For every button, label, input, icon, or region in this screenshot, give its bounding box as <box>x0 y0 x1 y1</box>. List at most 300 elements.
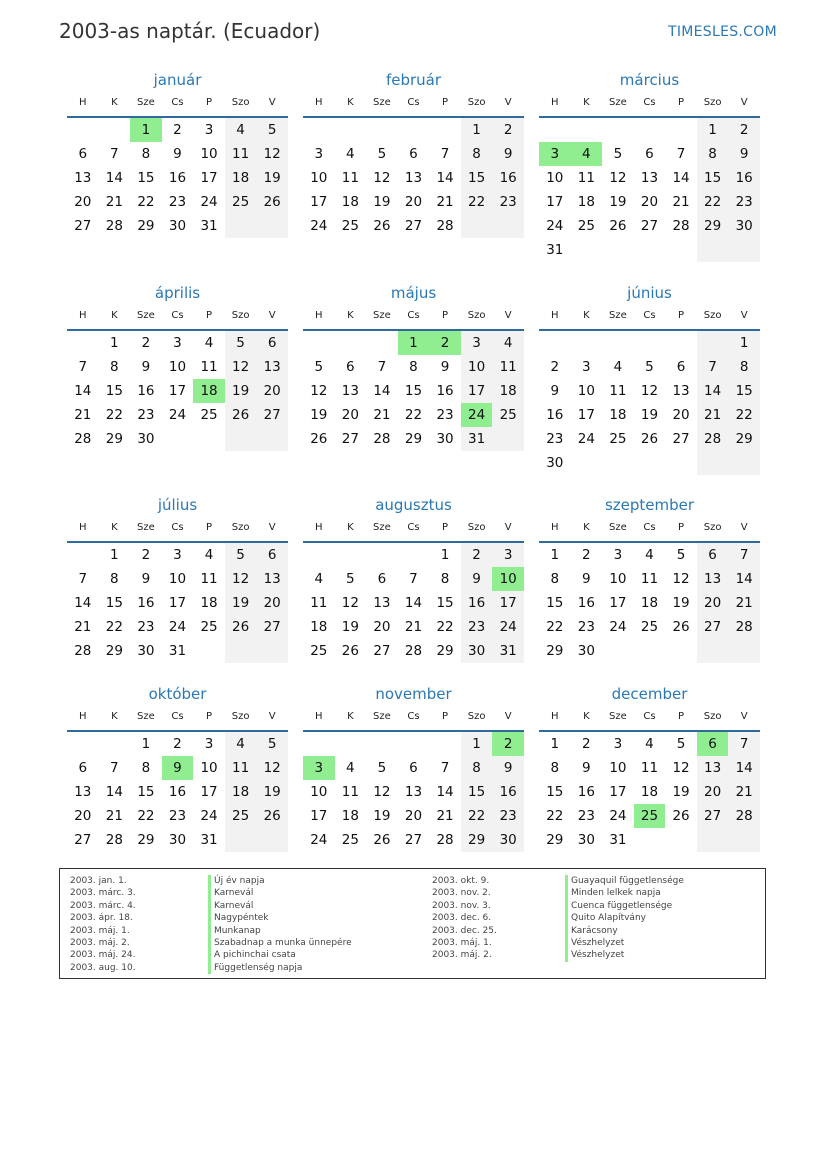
day-cell: 3 <box>314 146 324 162</box>
empty-cell <box>366 118 398 142</box>
day-cell: 27 <box>697 804 729 828</box>
day-cell: 22 <box>137 808 155 824</box>
day-cell: 19 <box>310 407 328 423</box>
empty-cell <box>602 639 634 663</box>
day-cell: 22 <box>546 619 564 635</box>
weekday-label: H <box>551 310 559 321</box>
day-cell: 28 <box>404 643 423 659</box>
day-cell: 1 <box>141 736 151 752</box>
weekday-header <box>303 521 524 543</box>
weekday-label: K <box>111 711 118 722</box>
weekday-label: V <box>740 97 748 108</box>
day-cell: 20 <box>697 780 729 804</box>
weekday-label: K <box>583 522 590 533</box>
day-cell: 9 <box>492 756 524 780</box>
empty-cell <box>571 118 603 142</box>
day-cell: 17 <box>492 591 524 615</box>
day-cell: 15 <box>461 166 493 190</box>
day-cell: 31 <box>609 832 627 848</box>
day-cell: 15 <box>137 784 155 800</box>
day-cell: 4 <box>225 118 257 142</box>
legend-holiday-name: Karnevál <box>208 900 352 912</box>
legend-holiday-name: A pichinchai csata <box>208 949 352 961</box>
weekday-label: H <box>315 711 323 722</box>
day-cell: 4 <box>346 760 355 776</box>
empty-cell <box>398 732 430 756</box>
day-cell: 13 <box>404 170 423 186</box>
empty-cell <box>335 543 367 567</box>
weekday-label: K <box>347 310 354 321</box>
day-cell: 25 <box>577 218 595 234</box>
day-cell: 18 <box>577 194 595 210</box>
day-cell: 9 <box>461 567 493 591</box>
legend-dates-right <box>432 875 497 962</box>
day-cell: 7 <box>728 543 760 567</box>
day-cell: 29 <box>105 431 123 447</box>
day-cell: 24 <box>168 407 187 423</box>
day-cell: 21 <box>105 194 123 210</box>
day-cell: 19 <box>256 166 288 190</box>
empty-cell <box>539 331 571 355</box>
day-cell: 9 <box>162 756 194 780</box>
legend-names-left <box>208 875 352 974</box>
day-cell: 18 <box>310 619 328 635</box>
day-cell: 28 <box>105 832 123 848</box>
weekday-label: V <box>268 711 276 722</box>
day-cell: 14 <box>728 756 760 780</box>
day-cell: 31 <box>200 218 218 234</box>
day-cell: 14 <box>672 170 690 186</box>
day-cell: 10 <box>200 760 218 776</box>
day-cell: 14 <box>404 595 423 611</box>
weekday-label: H <box>315 522 323 533</box>
day-cell: 13 <box>640 170 659 186</box>
day-cell: 28 <box>373 431 391 447</box>
empty-cell <box>634 828 666 852</box>
empty-cell <box>429 118 461 142</box>
day-cell: 27 <box>373 643 391 659</box>
weekday-label: P <box>206 522 213 533</box>
day-grid <box>539 331 760 475</box>
day-cell: 15 <box>404 383 423 399</box>
day-cell: 25 <box>200 407 218 423</box>
weekday-label: V <box>504 97 512 108</box>
weekday-label: Sze <box>373 522 391 533</box>
day-cell: 13 <box>404 784 423 800</box>
day-cell: 5 <box>613 146 623 162</box>
day-cell: 2 <box>173 736 182 752</box>
weekday-header <box>539 710 760 732</box>
day-cell: 18 <box>492 379 524 403</box>
weekday-label: V <box>504 522 512 533</box>
weekday-label: H <box>79 310 87 321</box>
day-cell: 5 <box>256 732 288 756</box>
empty-cell <box>571 238 603 262</box>
day-cell: 12 <box>672 760 690 776</box>
day-cell: 30 <box>137 643 155 659</box>
empty-cell <box>665 118 697 142</box>
empty-cell <box>335 732 367 756</box>
weekday-label: Sze <box>609 711 627 722</box>
brand-link[interactable]: TIMESLES.COM <box>668 24 777 40</box>
day-cell: 21 <box>404 619 423 635</box>
day-cell: 6 <box>377 571 387 587</box>
day-cell: 19 <box>672 595 690 611</box>
day-cell: 13 <box>256 567 288 591</box>
day-cell: 20 <box>74 194 92 210</box>
day-cell: 29 <box>404 431 423 447</box>
empty-cell <box>67 543 99 567</box>
day-cell: 8 <box>461 756 493 780</box>
empty-cell <box>697 331 729 355</box>
day-cell: 7 <box>110 146 119 162</box>
day-cell: 15 <box>105 595 123 611</box>
weekday-label: Sze <box>609 522 627 533</box>
day-cell: 6 <box>78 760 88 776</box>
day-cell: 9 <box>492 142 524 166</box>
day-cell: 9 <box>173 146 182 162</box>
day-cell: 2 <box>173 122 182 138</box>
weekday-label: V <box>504 711 512 722</box>
day-cell: 14 <box>373 383 391 399</box>
empty-cell <box>429 732 461 756</box>
day-cell: 25 <box>225 804 257 828</box>
weekday-label: Szo <box>467 522 486 533</box>
empty-cell <box>256 639 288 663</box>
day-cell: 4 <box>346 146 355 162</box>
day-cell: 21 <box>436 808 454 824</box>
legend-holiday-name: Karnevál <box>208 887 352 899</box>
weekday-label: Szo <box>703 310 722 321</box>
day-cell: 17 <box>577 407 595 423</box>
weekday-label: P <box>442 310 449 321</box>
day-cell: 12 <box>256 142 288 166</box>
day-cell: 21 <box>74 619 92 635</box>
day-cell: 6 <box>409 760 418 776</box>
day-cell: 22 <box>105 407 123 423</box>
weekday-label: Sze <box>137 97 155 108</box>
weekday-label: Cs <box>643 310 656 321</box>
legend-date: 2003. máj. 2. <box>70 937 130 948</box>
day-cell: 20 <box>404 808 423 824</box>
day-cell: 12 <box>341 595 359 611</box>
day-cell: 8 <box>461 142 493 166</box>
empty-cell <box>697 451 729 475</box>
legend-date: 2003. nov. 2. <box>432 888 491 899</box>
day-cell: 20 <box>373 619 391 635</box>
legend-holiday-name: Függetlenség napja <box>208 962 352 974</box>
day-cell: 24 <box>577 431 595 447</box>
day-grid <box>303 732 524 852</box>
legend-holiday-name: Szabadnap a munka ünnepére <box>208 937 352 949</box>
weekday-label: Sze <box>609 310 627 321</box>
weekday-label: Szo <box>467 97 486 108</box>
day-cell: 26 <box>672 808 690 824</box>
day-cell: 25 <box>609 431 627 447</box>
day-cell: 29 <box>546 832 564 848</box>
weekday-label: K <box>347 97 354 108</box>
weekday-label: K <box>583 97 590 108</box>
weekday-label: Sze <box>373 97 391 108</box>
day-cell: 3 <box>582 359 591 375</box>
weekday-label: Sze <box>137 522 155 533</box>
empty-cell <box>162 427 194 451</box>
legend-holiday-name: Minden lelkek napja <box>565 887 684 899</box>
day-cell: 14 <box>74 595 92 611</box>
month-name: április <box>154 284 201 302</box>
day-cell: 16 <box>168 784 187 800</box>
day-cell: 31 <box>492 639 524 663</box>
day-cell: 19 <box>256 780 288 804</box>
day-cell: 5 <box>645 359 654 375</box>
day-cell: 30 <box>577 832 595 848</box>
day-cell: 11 <box>609 383 627 399</box>
day-cell: 17 <box>200 170 218 186</box>
day-cell: 11 <box>577 170 595 186</box>
day-cell: 4 <box>225 732 257 756</box>
day-cell: 18 <box>193 379 225 403</box>
holiday-legend <box>59 868 766 979</box>
day-cell: 24 <box>546 218 564 234</box>
day-cell: 13 <box>256 355 288 379</box>
day-cell: 14 <box>436 170 454 186</box>
weekday-header <box>67 521 288 543</box>
legend-date: 2003. nov. 3. <box>432 900 491 911</box>
day-cell: 17 <box>168 383 187 399</box>
day-cell: 16 <box>436 383 454 399</box>
day-cell: 22 <box>404 407 423 423</box>
day-cell: 2 <box>141 335 151 351</box>
day-cell: 27 <box>404 218 423 234</box>
day-cell: 30 <box>728 214 760 238</box>
weekday-label: Szo <box>231 97 250 108</box>
day-cell: 22 <box>697 190 729 214</box>
day-cell: 21 <box>373 407 391 423</box>
day-cell: 29 <box>105 643 123 659</box>
day-cell: 15 <box>137 170 155 186</box>
day-cell: 6 <box>256 331 288 355</box>
legend-holiday-name: Munkanap <box>208 925 352 937</box>
weekday-label: Szo <box>703 711 722 722</box>
empty-cell <box>571 331 603 355</box>
day-cell: 18 <box>200 595 218 611</box>
empty-cell <box>697 238 729 262</box>
day-cell: 5 <box>676 736 686 752</box>
day-cell: 6 <box>697 543 729 567</box>
day-cell: 1 <box>728 331 760 355</box>
day-cell: 2 <box>728 118 760 142</box>
day-cell: 5 <box>377 146 387 162</box>
empty-cell <box>99 118 131 142</box>
weekday-label: Sze <box>373 711 391 722</box>
empty-cell <box>634 331 666 355</box>
weekday-header <box>303 96 524 118</box>
day-cell: 8 <box>550 571 560 587</box>
weekday-label: H <box>551 711 559 722</box>
day-cell: 7 <box>110 760 119 776</box>
day-cell: 5 <box>676 547 686 563</box>
weekday-header <box>67 710 288 732</box>
day-cell: 21 <box>105 808 123 824</box>
day-cell: 17 <box>310 808 328 824</box>
day-cell: 10 <box>200 146 218 162</box>
day-cell: 11 <box>341 170 359 186</box>
day-cell: 10 <box>461 355 493 379</box>
empty-cell <box>728 639 760 663</box>
day-cell: 6 <box>409 146 418 162</box>
day-cell: 23 <box>492 804 524 828</box>
day-cell: 23 <box>546 431 564 447</box>
weekday-label: Szo <box>467 711 486 722</box>
weekday-label: Szo <box>231 522 250 533</box>
day-cell: 6 <box>697 732 729 756</box>
weekday-label: P <box>442 711 449 722</box>
day-cell: 2 <box>582 736 591 752</box>
month-name: június <box>627 284 672 302</box>
legend-names-right <box>565 875 684 962</box>
day-cell: 18 <box>341 808 359 824</box>
day-cell: 7 <box>440 760 450 776</box>
empty-cell <box>303 331 335 355</box>
weekday-label: Szo <box>703 97 722 108</box>
day-cell: 8 <box>440 571 450 587</box>
day-cell: 5 <box>346 571 355 587</box>
day-cell: 1 <box>398 331 430 355</box>
month-name: január <box>153 71 202 89</box>
empty-cell <box>335 118 367 142</box>
day-cell: 16 <box>168 170 187 186</box>
weekday-label: Cs <box>171 310 184 321</box>
legend-holiday-name: Nagypéntek <box>208 912 352 924</box>
weekday-label: P <box>678 711 685 722</box>
day-cell: 20 <box>640 194 659 210</box>
day-cell: 12 <box>256 756 288 780</box>
day-cell: 26 <box>373 832 391 848</box>
weekday-label: Cs <box>407 97 420 108</box>
day-cell: 9 <box>728 142 760 166</box>
day-cell: 1 <box>697 118 729 142</box>
day-cell: 15 <box>697 166 729 190</box>
day-cell: 16 <box>577 784 595 800</box>
day-cell: 1 <box>461 118 493 142</box>
day-cell: 27 <box>341 431 359 447</box>
day-cell: 27 <box>74 832 92 848</box>
weekday-label: Cs <box>643 711 656 722</box>
empty-cell <box>193 427 225 451</box>
month-2 <box>539 70 760 262</box>
weekday-header <box>303 710 524 732</box>
day-cell: 17 <box>461 379 493 403</box>
day-cell: 10 <box>310 784 328 800</box>
day-cell: 12 <box>310 383 328 399</box>
empty-cell <box>665 828 697 852</box>
day-cell: 19 <box>672 784 690 800</box>
weekday-label: Cs <box>171 711 184 722</box>
weekday-label: Cs <box>407 711 420 722</box>
empty-cell <box>665 238 697 262</box>
legend-date: 2003. máj. 1. <box>70 925 130 936</box>
empty-cell <box>225 427 257 451</box>
month-name: szeptember <box>604 496 695 514</box>
day-cell: 11 <box>640 571 659 587</box>
day-cell: 4 <box>645 547 654 563</box>
empty-cell <box>99 732 131 756</box>
month-name: július <box>157 496 198 514</box>
day-cell: 23 <box>728 190 760 214</box>
day-cell: 26 <box>672 619 690 635</box>
day-cell: 26 <box>640 431 659 447</box>
day-cell: 14 <box>728 567 760 591</box>
day-cell: 11 <box>341 784 359 800</box>
day-cell: 14 <box>105 170 123 186</box>
legend-date: 2003. márc. 3. <box>70 888 136 899</box>
empty-cell <box>602 238 634 262</box>
day-cell: 26 <box>609 218 627 234</box>
day-cell: 17 <box>200 784 218 800</box>
day-cell: 7 <box>78 571 88 587</box>
day-cell: 30 <box>168 218 187 234</box>
day-cell: 29 <box>697 214 729 238</box>
day-cell: 13 <box>697 567 729 591</box>
day-cell: 18 <box>341 194 359 210</box>
day-cell: 29 <box>137 218 155 234</box>
day-cell: 7 <box>697 355 729 379</box>
empty-cell <box>225 639 257 663</box>
day-cell: 10 <box>609 760 627 776</box>
day-cell: 18 <box>640 784 659 800</box>
weekday-label: K <box>583 310 590 321</box>
day-cell: 3 <box>539 142 571 166</box>
day-cell: 10 <box>577 383 595 399</box>
day-cell: 8 <box>728 355 760 379</box>
weekday-label: P <box>206 310 213 321</box>
day-cell: 31 <box>461 427 493 451</box>
day-cell: 23 <box>137 407 155 423</box>
day-cell: 3 <box>613 736 623 752</box>
day-grid <box>303 543 524 663</box>
weekday-label: P <box>678 310 685 321</box>
day-cell: 9 <box>141 571 151 587</box>
day-cell: 22 <box>728 403 760 427</box>
legend-holiday-name: Quito Alapítvány <box>565 912 684 924</box>
empty-cell <box>602 331 634 355</box>
weekday-label: K <box>111 310 118 321</box>
day-cell: 3 <box>173 547 182 563</box>
day-cell: 11 <box>200 571 218 587</box>
empty-cell <box>665 331 697 355</box>
empty-cell <box>67 732 99 756</box>
month-name: október <box>148 685 207 703</box>
day-cell: 24 <box>200 194 218 210</box>
day-cell: 30 <box>168 832 187 848</box>
day-grid <box>67 732 288 852</box>
day-cell: 20 <box>74 808 92 824</box>
day-cell: 17 <box>609 595 627 611</box>
day-cell: 22 <box>137 194 155 210</box>
empty-cell <box>602 118 634 142</box>
weekday-label: H <box>79 711 87 722</box>
day-cell: 17 <box>546 194 564 210</box>
empty-cell <box>728 451 760 475</box>
legend-holiday-name: Karácsony <box>565 925 684 937</box>
day-cell: 20 <box>256 379 288 403</box>
day-cell: 5 <box>256 118 288 142</box>
day-cell: 26 <box>225 615 257 639</box>
day-grid <box>303 118 524 238</box>
day-cell: 4 <box>613 359 623 375</box>
weekday-label: K <box>347 711 354 722</box>
day-cell: 29 <box>728 427 760 451</box>
